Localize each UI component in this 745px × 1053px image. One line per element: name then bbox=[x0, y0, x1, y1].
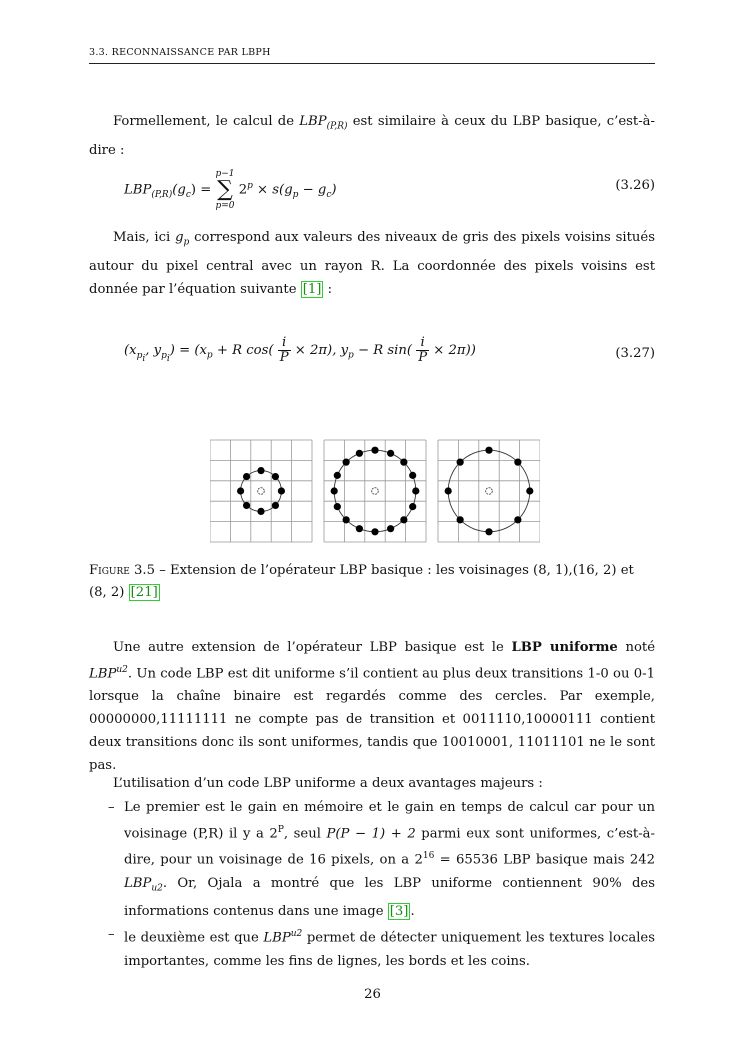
neighbor-pixel bbox=[243, 502, 250, 509]
intro-paragraph: Formellement, le calcul de $LBP_{(P,R)}$ est similaire à ceux du LBP basique, c’est-à-dire : bbox=[89, 114, 655, 158]
neighbor-pixel bbox=[387, 450, 394, 457]
neighbor-pixel bbox=[257, 508, 264, 515]
neighbor-pixel bbox=[237, 487, 244, 494]
neighbor-pixel bbox=[356, 525, 363, 532]
center-pixel bbox=[258, 488, 265, 495]
equation-3-26: $LBP_{(P,R)}(g_c)$ = p−1 ∑ p=0 $2^p \times s(g_p - g_c)$ bbox=[124, 169, 337, 211]
fraction-i-over-P-2: $\frac{i}{P}$ bbox=[418, 335, 428, 365]
neighborhood-panel-3 bbox=[438, 440, 540, 542]
neighbor-pixel bbox=[272, 473, 279, 480]
neighbor-pixel bbox=[371, 528, 378, 535]
neighbor-pixel bbox=[412, 487, 419, 494]
neighbor-pixel bbox=[409, 472, 416, 479]
running-header: 3.3. RECONNAISSANCE PAR LBPH bbox=[89, 47, 271, 58]
neighbor-pixel bbox=[257, 467, 264, 474]
neighbor-pixel bbox=[445, 487, 452, 494]
neighbor-pixel bbox=[514, 459, 521, 466]
center-pixel bbox=[372, 488, 379, 495]
neighbor-pixel bbox=[387, 525, 394, 532]
neighbor-pixel bbox=[457, 459, 464, 466]
neighbor-pixel bbox=[331, 487, 338, 494]
center-pixel bbox=[486, 488, 493, 495]
equation-number-3-26: (3.26) bbox=[615, 178, 655, 193]
paragraph-neighbors: Mais, ici $g_p$ correspond aux valeurs des niveaux de gris des pixels voisins situés autour du pixel central avec un rayon R. La coordonnée des pixels voisins est donnée par l’équation suivante [1] : bbox=[89, 230, 655, 297]
figure-caption: Figure 3.5 – Extension de l’opérateur LBP basique : les voisinages (8, 1),(16, 2) et (8, 2) [21] bbox=[89, 563, 634, 600]
neighbor-pixel bbox=[371, 447, 378, 454]
neighbor-pixel bbox=[278, 487, 285, 494]
neighbor-pixel bbox=[485, 447, 492, 454]
neighbor-pixel bbox=[334, 472, 341, 479]
list-item: – le deuxième est que $LBP^{u2}$ permet de détecter uniquement les textures locales importantes, comme les fins de lignes, les bords et les coins. bbox=[108, 927, 655, 969]
neighbor-pixel bbox=[400, 516, 407, 523]
neighbor-pixel bbox=[514, 516, 521, 523]
header-rule bbox=[89, 63, 655, 64]
neighbor-pixel bbox=[409, 503, 416, 510]
citation-link[interactable]: [21] bbox=[130, 585, 158, 600]
neighborhood-panel-2 bbox=[324, 440, 426, 542]
citation-link[interactable]: [1] bbox=[302, 281, 322, 297]
advantages-list bbox=[89, 796, 655, 973]
citation-link[interactable]: [3] bbox=[389, 904, 409, 920]
neighbor-pixel bbox=[485, 528, 492, 535]
neighbor-pixel bbox=[334, 503, 341, 510]
neighborhood-panel-1 bbox=[210, 440, 312, 542]
neighbor-pixel bbox=[526, 487, 533, 494]
neighbor-pixel bbox=[343, 459, 350, 466]
fraction-i-over-P: $\frac{i}{P}$ bbox=[279, 335, 289, 365]
paragraph-advantages: L’utilisation d’un code LBP uniforme a deux avantages majeurs : bbox=[113, 776, 543, 791]
neighbor-pixel bbox=[356, 450, 363, 457]
lbp-neighborhood-figure bbox=[210, 438, 540, 544]
list-item: – Le premier est le gain en mémoire et le gain en temps de calcul car pour un voisinage (P,R) il y a $2^P$, seul P(P − 1) + 2 parmi eux sont uniformes, c’est-à-dire, pour un voisinage de 16 pixels, on a $2^{16} = 65536$ LBP basique mais 242 $LBP_{u2}$. Or, Ojala a montré que les LBP uniforme contiennent 90% des informations contenus dans une image [3] . bbox=[108, 800, 655, 920]
equation-3-27: ($x_{p_i}$, $y_{p_i}) = (x_p + R$ cos( $\frac{i}{P}$ × 2π), $y_p - R$ sin( $\frac{i}{P}$ × 2π)) bbox=[124, 335, 476, 365]
sum-symbol: p−1 ∑ p=0 bbox=[215, 169, 235, 211]
neighbor-pixel bbox=[272, 502, 279, 509]
paragraph-uniform-lbp: Une autre extension de l’opérateur LBP basique est le LBP uniforme noté $LBP^{u2}$. Un code LBP est dit uniforme s’il contient au plus deux transitions 1-0 ou 0-1 lorsque la chaîne binaire est regardés comme des cercles. Par exemple, 00000000,11111111 ne compte pas de transition et 0011110,10000111 contient deux transitions donc ils sont uniformes, tandis que 10010001, 11011101 ne le sont pas. bbox=[89, 640, 656, 774]
neighbor-pixel bbox=[343, 516, 350, 523]
neighbor-pixel bbox=[400, 459, 407, 466]
equation-number-3-27: (3.27) bbox=[615, 346, 655, 361]
neighbor-pixel bbox=[243, 473, 250, 480]
neighbor-pixel bbox=[457, 516, 464, 523]
page-number: 26 bbox=[364, 987, 381, 1002]
